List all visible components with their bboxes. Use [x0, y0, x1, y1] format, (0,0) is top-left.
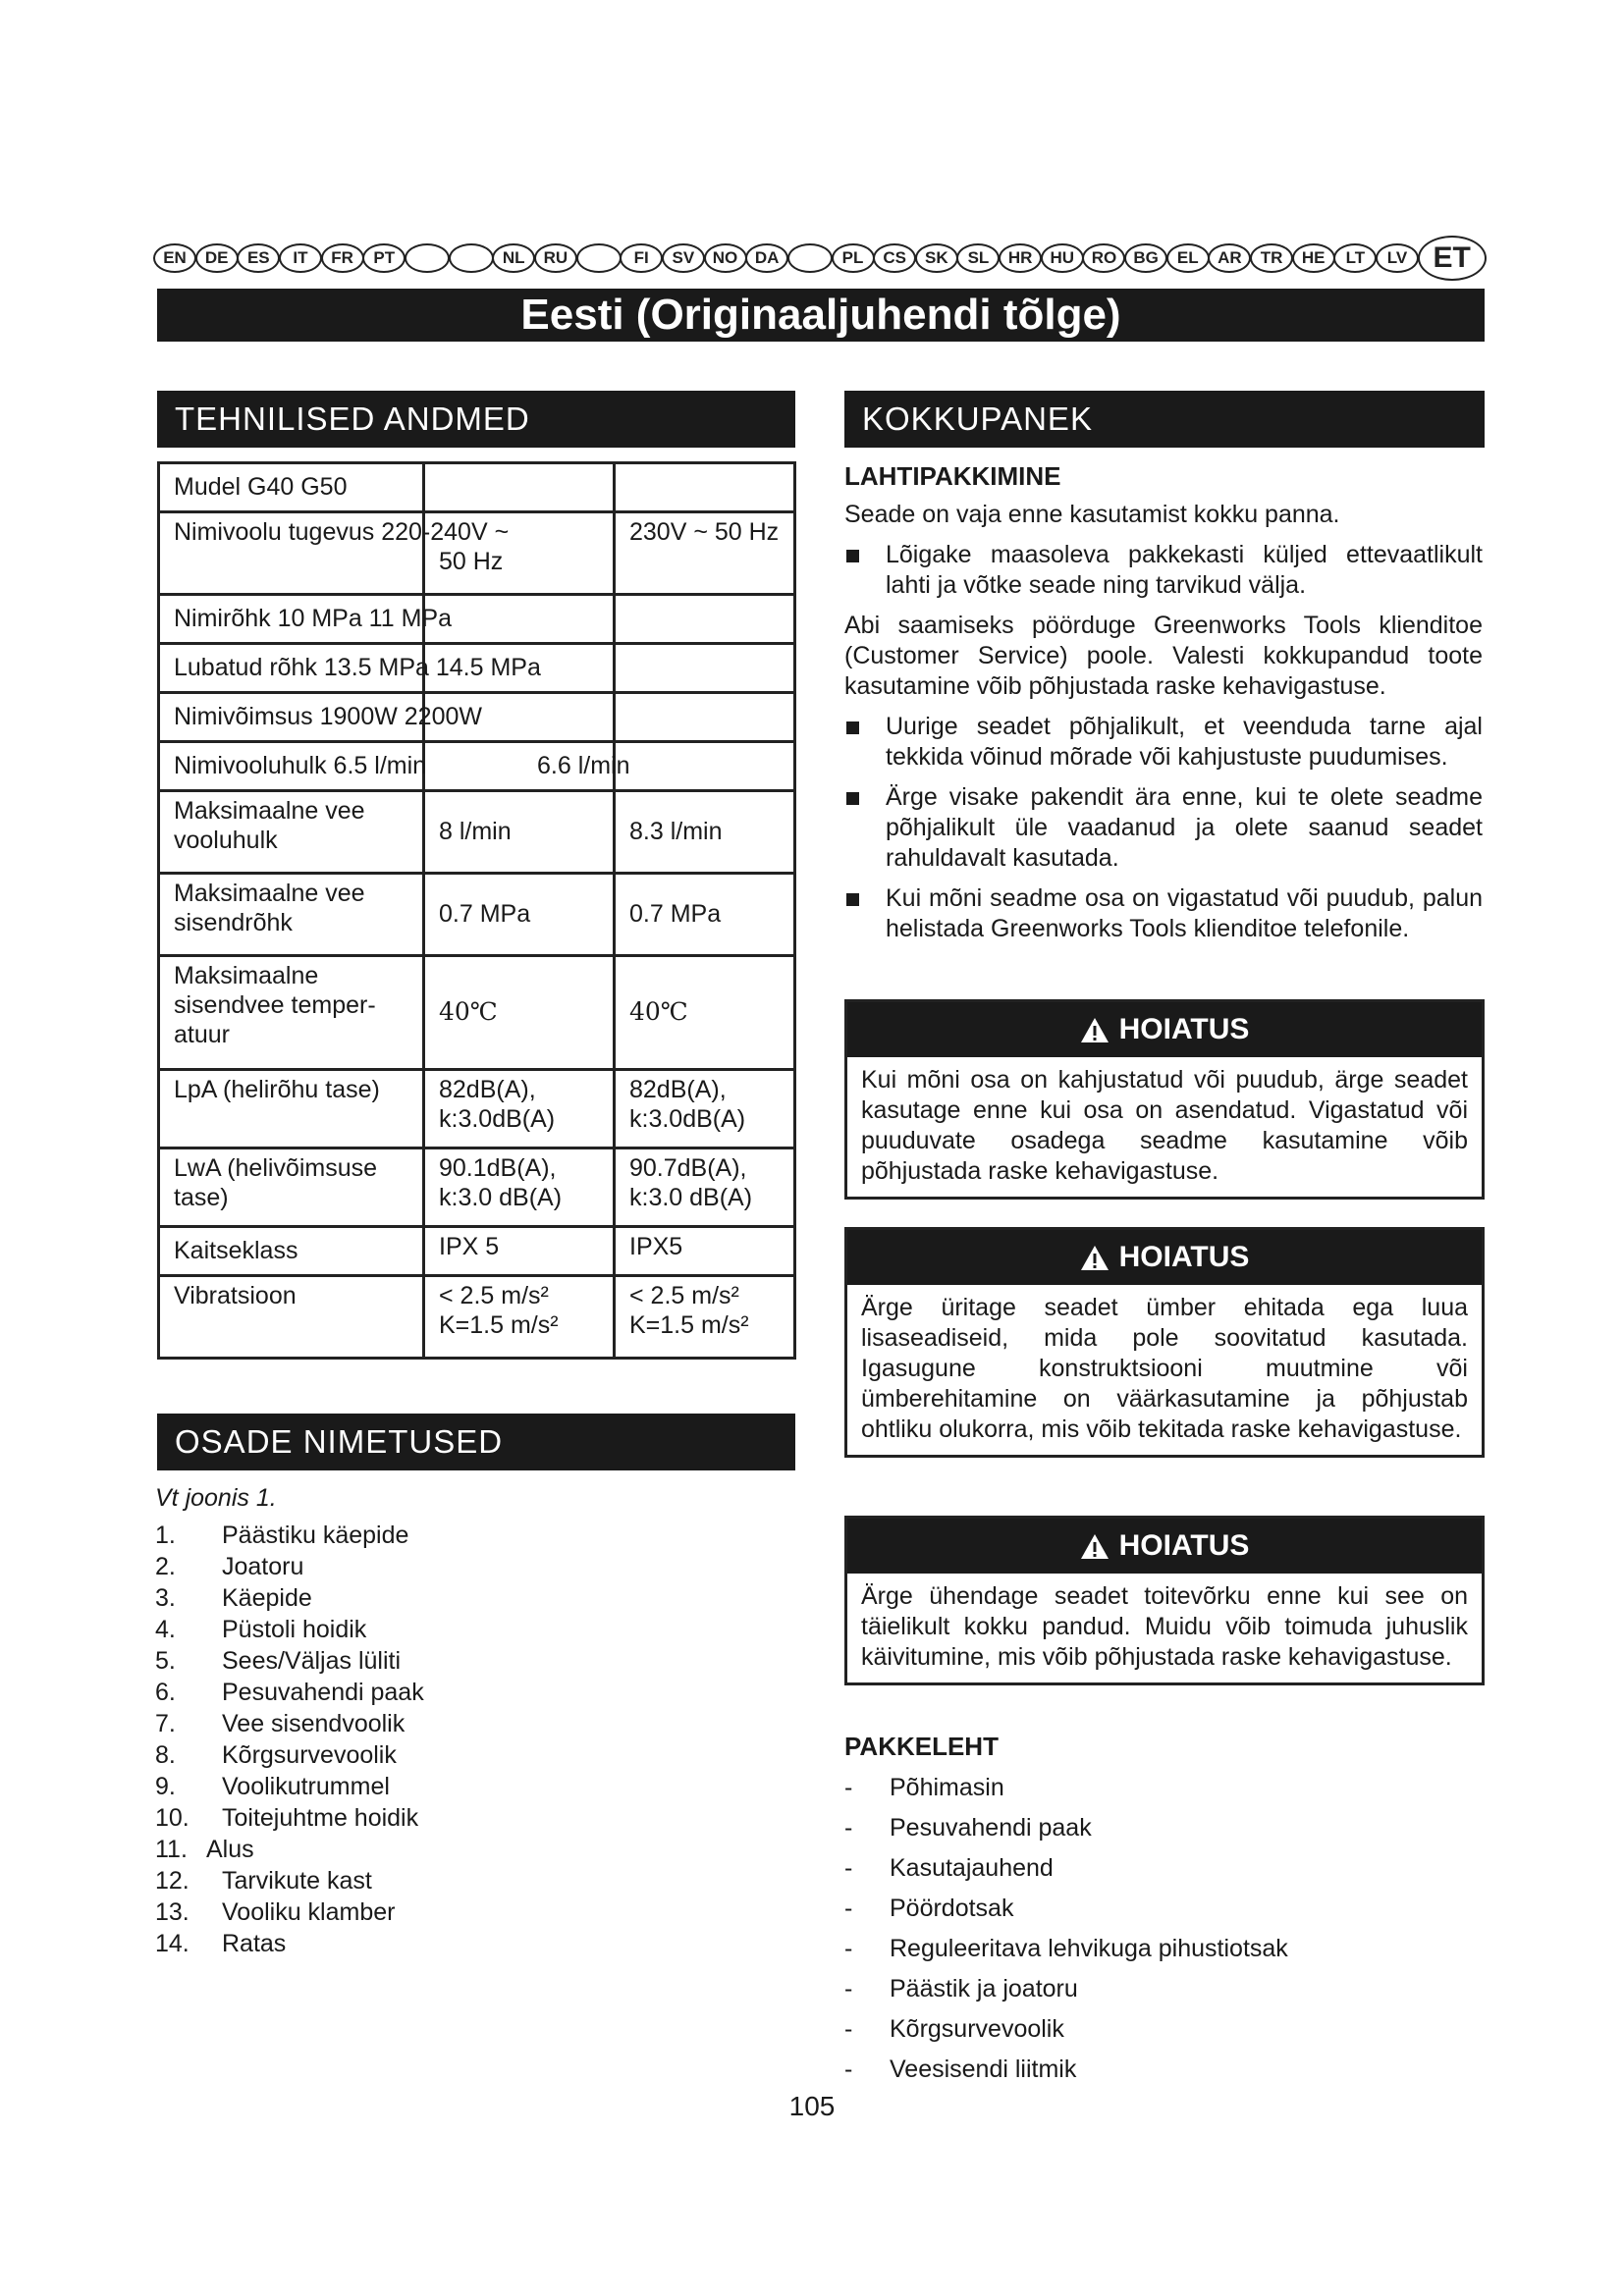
warning-box: [844, 999, 1485, 1200]
list-item: 3. Käepide: [155, 1584, 312, 1612]
table-row: [159, 693, 795, 742]
subheading-packing: PAKKELEHT: [844, 1732, 999, 1761]
lang-tab-lt: LT: [1333, 243, 1377, 273]
bullet-icon: [846, 721, 859, 734]
list-item: - Reguleeritava lehvikuga pihustiotsak: [844, 1935, 1288, 1962]
warning-text: Ärge ühendage seadet toitevõrku enne kui see on täielikult kokku pandud. Muidu võib toimuda juhuslik käivitumine, mis võib põhjustada raske kehavigastuse.: [861, 1582, 1468, 1671]
table-row: [159, 1227, 795, 1276]
lang-tab-blank: [576, 243, 622, 273]
warning-box: [844, 1227, 1485, 1458]
list-item: - Põhimasin: [844, 1774, 1004, 1801]
lang-tab-tr: TR: [1250, 243, 1293, 273]
lang-tab-sl: SL: [956, 243, 1000, 273]
section-heading-assembly: KOKKUPANEK: [844, 391, 1485, 448]
table-cell: [615, 644, 795, 693]
lang-tab-en: EN: [153, 243, 196, 273]
page-number: 105: [788, 2091, 836, 2121]
table-cell: Maksimaalne vee vooluhulk: [159, 791, 424, 874]
table-cell: 40℃: [424, 956, 615, 1070]
figure-note: Vt joonis 1.: [155, 1484, 277, 1512]
table-row: [159, 791, 795, 874]
list-item: 12. Tarvikute kast: [155, 1867, 372, 1895]
warning-title: HOIATUS: [1118, 1529, 1250, 1562]
bullet-icon: [846, 550, 859, 562]
lang-tab-cs: CS: [873, 243, 916, 273]
warning-title: HOIATUS: [1118, 1241, 1250, 1273]
lang-tab-sk: SK: [915, 243, 958, 273]
table-cell: Vibratsioon: [159, 1276, 424, 1359]
table-cell: 82dB(A), k:3.0dB(A): [615, 1070, 795, 1148]
warning-header: [847, 1002, 1482, 1057]
table-cell: 0.7 MPa: [424, 874, 615, 956]
lang-tab-he: HE: [1292, 243, 1335, 273]
assembly-text: [844, 461, 1483, 944]
table-cell: [424, 595, 615, 644]
table-cell: 8 l/min: [424, 791, 615, 874]
table-row: [159, 595, 795, 644]
list-item: 7. Vee sisendvoolik: [155, 1710, 406, 1737]
list-item: 8. Kõrgsurvevoolik: [155, 1741, 397, 1769]
list-item: - Kõrgsurvevoolik: [844, 2015, 1064, 2043]
bullet-icon: [846, 893, 859, 906]
section-heading-technical-data: TEHNILISED ANDMED: [157, 391, 795, 448]
table-row: [159, 512, 795, 595]
table-cell: IPX5: [615, 1227, 795, 1276]
lang-tab-lv: LV: [1376, 243, 1419, 273]
table-cell: [615, 742, 795, 791]
lang-tab-blank: [449, 243, 494, 273]
lang-tab-ro: RO: [1082, 243, 1125, 273]
list-item: - Kasutajauhend: [844, 1854, 1054, 1882]
list-item: 6. Pesuvahendi paak: [155, 1679, 424, 1706]
page-title: Eesti (Originaaljuhendi tõlge): [157, 289, 1485, 342]
list-item: 10. Toitejuhtme hoidik: [155, 1804, 419, 1832]
bullet-item: Lõigake maasoleva pakkekasti küljed ettevaatlikult lahti ja võtke seade ning tarvikud välja.: [844, 540, 1483, 601]
lang-tab-es: ES: [237, 243, 280, 273]
list-item: 11. Alus: [155, 1836, 254, 1863]
list-item: 9. Voolikutrummel: [155, 1773, 390, 1800]
table-cell: 8.3 l/min: [615, 791, 795, 874]
list-item: - Veesisendi liitmik: [844, 2056, 1077, 2083]
table-cell: 0.7 MPa: [615, 874, 795, 956]
table-cell: [424, 463, 615, 512]
bullet-icon: [846, 792, 859, 805]
lang-tab-fi: FI: [620, 243, 663, 273]
table-row: [159, 644, 795, 693]
lang-tab-hu: HU: [1041, 243, 1084, 273]
lang-tab-no: NO: [704, 243, 747, 273]
table-row: [159, 742, 795, 791]
warning-triangle-icon: [1080, 1017, 1110, 1043]
table-cell: Kaitseklass: [159, 1227, 424, 1276]
list-item: 4. Püstoli hoidik: [155, 1616, 367, 1643]
table-cell: Nimivoolu tugevus 220-240V ~: [159, 512, 424, 595]
table-cell: Maksimaalne sisendvee temper-atuur: [159, 956, 424, 1070]
bullet-item: Kui mõni seadme osa on vigastatud või puudub, palun helistada Greenworks Tools klienditoe telefonile.: [844, 883, 1483, 944]
bullet-item: Uurige seadet põhjalikult, et veenduda tarne ajal tekkida võinud mõrade või kahjustuste puudumises.: [844, 712, 1483, 773]
bullet-item: Ärge visake pakendit ära enne, kui te olete seadme põhjalikult üle vaadanud ja olete saanud seadet rahuldavalt kasutada.: [844, 782, 1483, 874]
lang-tab-bg: BG: [1124, 243, 1167, 273]
list-item: - Pesuvahendi paak: [844, 1814, 1092, 1842]
table-cell: 82dB(A), k:3.0dB(A): [424, 1070, 615, 1148]
lang-tab-el: EL: [1166, 243, 1210, 273]
lang-tab-pt: PT: [362, 243, 406, 273]
table-cell: LpA (helirõhu tase): [159, 1070, 424, 1148]
language-tab-bar: [153, 236, 1487, 281]
table-cell: < 2.5 m/s² K=1.5 m/s²: [424, 1276, 615, 1359]
lang-tab-pl: PL: [832, 243, 875, 273]
lang-tab-nl: NL: [492, 243, 535, 273]
lang-tab-da: DA: [745, 243, 788, 273]
table-cell: Maksimaalne vee sisendrõhk: [159, 874, 424, 956]
warning-header: [847, 1519, 1482, 1574]
warning-text: Kui mõni osa on kahjustatud või puudub, ärge seadet kasutage enne kui osa on asendatud. Vigastatud või puuduvate osadega seadme kasutamine võib põhjustada raske kehavigastuse.: [861, 1066, 1468, 1185]
paragraph: Abi saamiseks pöörduge Greenworks Tools klienditoe (Customer Service) poole. Valesti kokkupandud toote kasutamine võib põhjustada raske kehavigastuse.: [844, 612, 1483, 700]
table-row: [159, 1276, 795, 1359]
lang-tab-de: DE: [195, 243, 239, 273]
paragraph: Seade on vaja enne kasutamist kokku panna.: [844, 501, 1340, 528]
technical-data-table: [157, 461, 796, 1360]
list-item: 14. Ratas: [155, 1930, 287, 1957]
warning-box: [844, 1516, 1485, 1685]
lang-tab-ar: AR: [1208, 243, 1251, 273]
packing-list: [844, 1732, 1288, 2090]
table-cell: LwA (helivõimsuse tase): [159, 1148, 424, 1227]
table-row: [159, 956, 795, 1070]
lang-tab-ru: RU: [534, 243, 577, 273]
table-cell: [615, 463, 795, 512]
table-cell: 230V ~ 50 Hz: [615, 512, 795, 595]
table-row: [159, 874, 795, 956]
table-cell: Lubatud rõhk 13.5 MPa 14.5 MPa: [159, 644, 424, 693]
lang-tab-blank: [787, 243, 833, 273]
list-item: 13. Vooliku klamber: [155, 1898, 396, 1926]
table-cell: [615, 693, 795, 742]
lang-tab-et-active: ET: [1418, 236, 1487, 281]
lang-tab-fr: FR: [321, 243, 364, 273]
table-cell: 40℃: [615, 956, 795, 1070]
list-item: - Pöördotsak: [844, 1895, 1014, 1922]
table-cell: [615, 595, 795, 644]
table-row: [159, 1148, 795, 1227]
table-cell: Nimivõimsus 1900W 2200W: [159, 693, 424, 742]
table-cell: 90.1dB(A), k:3.0 dB(A): [424, 1148, 615, 1227]
warning-header: [847, 1230, 1482, 1285]
lang-tab-it: IT: [279, 243, 322, 273]
warning-triangle-icon: [1080, 1533, 1110, 1560]
table-cell: 90.7dB(A), k:3.0 dB(A): [615, 1148, 795, 1227]
table-cell: 50 Hz: [424, 512, 615, 595]
list-item: - Päästik ja joatoru: [844, 1975, 1078, 2002]
table-cell: Mudel G40 G50: [159, 463, 424, 512]
table-cell: IPX 5: [424, 1227, 615, 1276]
table-cell: Nimirõhk 10 MPa 11 MPa: [159, 595, 424, 644]
subheading-unpacking: LAHTIPAKKIMINE: [844, 461, 1061, 491]
warning-text: Ärge üritage seadet ümber ehitada ega luua lisaseadiseid, mida pole soovitatud kasutada. Igasugune konstruktsiooni muutmine või ümberehitamine on väärkasutamine ja põhjustab ohtliku olukorra, mis võib tekitada raske kehavigastuse.: [861, 1294, 1468, 1443]
table-cell: < 2.5 m/s² K=1.5 m/s²: [615, 1276, 795, 1359]
table-cell: Nimivooluhulk 6.5 l/min: [159, 742, 424, 791]
lang-tab-sv: SV: [662, 243, 705, 273]
parts-list: [155, 1482, 424, 1959]
lang-tab-blank: [405, 243, 450, 273]
lang-tab-hr: HR: [999, 243, 1042, 273]
list-item: 2. Joatoru: [155, 1553, 304, 1580]
table-row: [159, 463, 795, 512]
warning-triangle-icon: [1080, 1245, 1110, 1271]
list-item: 1. Päästiku käepide: [155, 1522, 409, 1549]
warning-title: HOIATUS: [1118, 1013, 1250, 1045]
section-heading-parts: OSADE NIMETUSED: [157, 1414, 795, 1470]
table-cell: 6.6 l/min: [424, 742, 615, 791]
table-row: [159, 1070, 795, 1148]
list-item: 5. Sees/Väljas lüliti: [155, 1647, 402, 1675]
